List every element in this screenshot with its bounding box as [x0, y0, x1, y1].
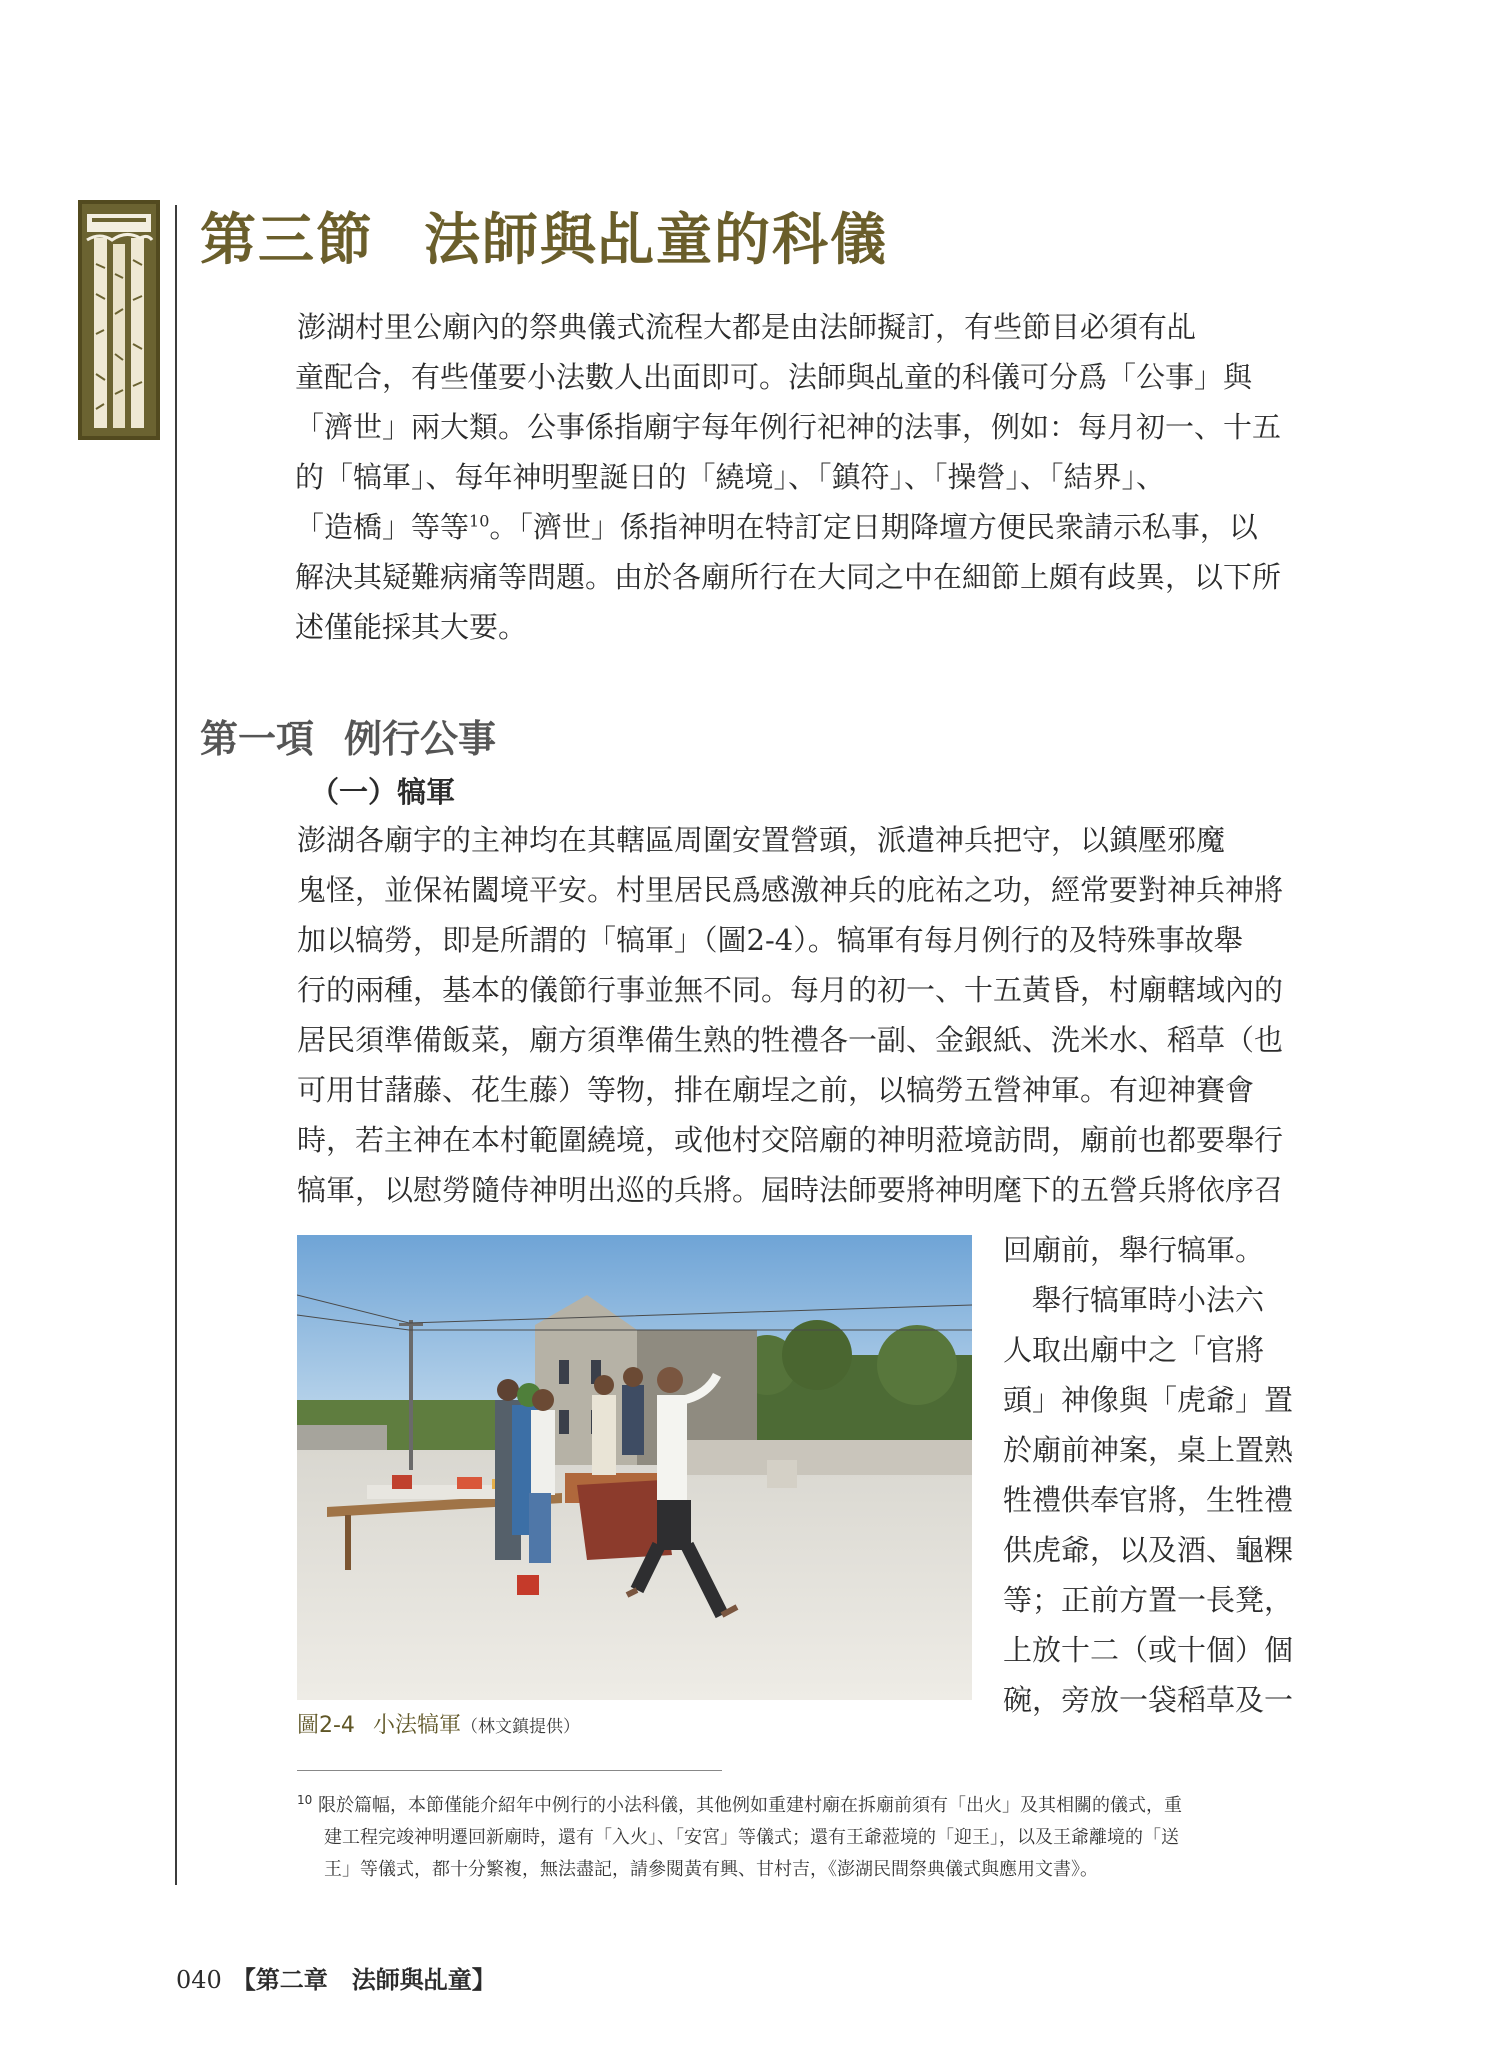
body-line: 可用甘藷藤、花生藤）等物，排在廟埕之前，以犒勞五營神軍。有迎神賽會: [297, 1073, 1255, 1107]
margin-rule: [175, 205, 177, 1885]
footnote-text: 限於篇幅，本節僅能介紹年中例行的小法科儀，其他例如重建村廟在拆廟前須有「出火」及其相關的儀式，重: [318, 1795, 1183, 1816]
subsection-heading: [200, 708, 496, 763]
page-number: 040: [176, 1966, 222, 1994]
photo-illustration: [297, 1235, 972, 1700]
footnote-ref[interactable]: 10: [469, 511, 490, 531]
footnote-number: 10: [297, 1793, 313, 1807]
body-line: 鬼怪，並保祐闔境平安。村里居民爲感激神兵的庇祐之功，經常要對神兵神將: [297, 873, 1284, 907]
subsection-label: 第一項: [200, 717, 315, 761]
intro-line: 「濟世」兩大類。公事係指廟宇每年例行祀神的法事，例如：每月初一、十五: [295, 410, 1282, 444]
side-paragraph: [1003, 1225, 1293, 1725]
figure-caption: [297, 1708, 580, 1739]
footnote: [297, 1790, 1327, 1886]
side-line: 人取出廟中之「官將: [1003, 1333, 1265, 1367]
intro-line: 的「犒軍」、每年神明聖誕日的「繞境」、「鎮符」、「操營」、「結界」、: [295, 460, 1166, 494]
intro-line: 童配合，有些僅要小法數人出面即可。法師與乩童的科儀可分爲「公事」與: [295, 360, 1253, 394]
body-line: 行的兩種，基本的儀節行事並無不同。每月的初一、十五黃昏，村廟轄域內的: [297, 973, 1284, 1007]
intro-line: 澎湖村里公廟內的祭典儀式流程大都是由法師擬訂，有些節目必須有乩: [297, 310, 1197, 344]
side-line: 舉行犒軍時小法六: [1003, 1283, 1265, 1317]
intro-line-5b: 。「濟世」係指神明在特訂定日期降壇方便民衆請示私事，以: [489, 510, 1258, 544]
side-line: 供虎爺，以及酒、龜粿: [1003, 1533, 1294, 1567]
body-line: 加以犒勞，即是所謂的「犒軍」（圖2-4）。犒軍有每月例行的及特殊事故舉: [297, 923, 1243, 957]
page-title: [200, 196, 888, 276]
side-line: 牲禮供奉官將，生牲禮: [1003, 1483, 1294, 1517]
side-line: 等；正前方置一長凳，: [1003, 1583, 1294, 1617]
side-line: 回廟前，舉行犒軍。: [1003, 1233, 1265, 1267]
intro-line: 述僅能採其大要。: [295, 610, 528, 644]
side-line: 上放十二（或十個）個: [1003, 1633, 1294, 1667]
footnote-line: 建工程完竣神明遷回新廟時，還有「入火」、「安宮」等儀式；還有王爺蒞境的「迎王」，以及王爺離境的「送: [324, 1827, 1179, 1848]
title-name: 法師與乩童的科儀: [424, 207, 888, 273]
figure-photo: [297, 1235, 972, 1700]
title-section: 第三節: [200, 207, 374, 273]
body-line: 澎湖各廟宇的主神均在其轄區周圍安置營頭，派遣神兵把守，以鎮壓邪魔: [297, 823, 1226, 857]
body-line: 居民須準備飯菜，廟方須準備生熟的牲禮各一副、金銀紙、洗米水、稻草（也: [297, 1023, 1284, 1057]
page-footer: [176, 1960, 496, 1995]
figure-number: 圖2-4: [297, 1713, 355, 1738]
emblem-illustration: [82, 204, 156, 436]
footnote-line: 王」等儀式，都十分繁複，無法盡記，請參閱黃有興、甘村吉，《澎湖民間祭典儀式與應用文書》。: [324, 1859, 1098, 1880]
footnote-divider: [297, 1770, 722, 1771]
intro-line-5a: 「造橋」等等: [295, 510, 470, 544]
item-heading: （一）犒軍: [310, 775, 456, 809]
intro-line: [295, 502, 1281, 552]
body-paragraph: [297, 815, 1283, 1215]
side-line: 碗，旁放一袋稻草及一: [1003, 1683, 1294, 1717]
footnote-line: [297, 1790, 1327, 1822]
body-line: 時，若主神在本村範圍繞境，或他村交陪廟的神明蒞境訪問，廟前也都要舉行: [297, 1123, 1284, 1157]
intro-paragraph: [297, 302, 1281, 652]
intro-line: 解決其疑難病痛等問題。由於各廟所行在大同之中在細節上頗有歧異，以下所: [295, 560, 1282, 594]
figure-credit: （林文鎮提供）: [460, 1717, 580, 1737]
side-line: 於廟前神案，桌上置熟: [1003, 1433, 1294, 1467]
running-chapter: 【第二章 法師與乩童】: [231, 1965, 496, 1994]
body-line: 犒軍，以慰勞隨侍神明出巡的兵將。屆時法師要將神明麾下的五營兵將依序召: [297, 1173, 1284, 1207]
figure-title: 小法犒軍: [372, 1713, 461, 1738]
chapter-emblem: [78, 200, 160, 440]
side-line: 頭」神像與「虎爺」置: [1003, 1383, 1294, 1417]
subsection-name: 例行公事: [344, 717, 497, 761]
